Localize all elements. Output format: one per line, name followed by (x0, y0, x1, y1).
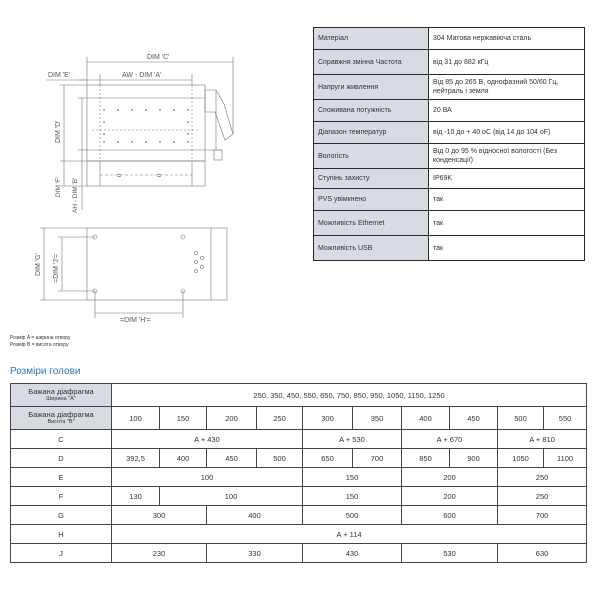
table-row (11, 384, 587, 407)
header-sublabel: Висота "В" (47, 418, 75, 425)
table-cell: 1050 (498, 449, 544, 468)
spec-value: від 31 до 882 кГц (429, 50, 585, 75)
table-cell: 230 (112, 544, 207, 563)
eq-mark-right: = (157, 173, 162, 180)
header-label: Бажана діафрагма (28, 409, 94, 419)
section-title: Розміри голови (10, 366, 81, 377)
ah-dim-b-label: AH - DIM 'B' (72, 177, 79, 213)
dim-c-label: DIM 'C' (147, 54, 170, 61)
header-sublabel: Ширина "А" (46, 395, 76, 402)
table-cell: 400 (160, 449, 207, 468)
spec-row (314, 100, 585, 122)
unit-bottom-view (87, 228, 227, 300)
spec-value: від -10 до + 40 оС (від 14 до 104 оF) (429, 122, 585, 144)
table-cell: 450 (207, 449, 257, 468)
table-row (11, 506, 587, 525)
spec-row (314, 75, 585, 100)
mounting-points (103, 109, 189, 143)
row-label: H (11, 525, 112, 544)
spec-label: Можливість Ethernet (314, 211, 429, 236)
dimension-drawing (0, 0, 310, 330)
table-cell: 600 (402, 506, 498, 525)
table-cell: 150 (303, 468, 402, 487)
unit-top-view (87, 85, 205, 161)
spec-value: так (429, 189, 585, 211)
table-cell: 200 (207, 407, 257, 430)
table-cell: 100 (112, 407, 160, 430)
table-cell: A + 810 (498, 430, 587, 449)
table-cell: 350 (353, 407, 402, 430)
table-cell: 430 (303, 544, 402, 563)
table-cell: 100 (112, 468, 303, 487)
table-row (11, 468, 587, 487)
table-cell: 700 (353, 449, 402, 468)
table-cell: A + 670 (402, 430, 498, 449)
table-cell: 650 (303, 449, 353, 468)
spec-value: 304 Матова нержавіюча сталь (429, 28, 585, 50)
note-line: Розмір A = ширина отвору (10, 335, 71, 341)
table-cell: 850 (402, 449, 450, 468)
table-cell: 530 (402, 544, 498, 563)
row-label: J (11, 544, 112, 563)
spec-row (314, 28, 585, 50)
note-line: Розмір B = висота отвору (10, 342, 69, 348)
table-cell: 250 (498, 487, 587, 506)
spec-row (314, 189, 585, 211)
spec-value: так (429, 236, 585, 261)
spec-label: Вологість (314, 144, 429, 169)
row-label: C (11, 430, 112, 449)
row-label: G (11, 506, 112, 525)
spec-label: PVS увімкнено (314, 189, 429, 211)
table-row (11, 487, 587, 506)
spec-label: Напруги живлення (314, 75, 429, 100)
table-row (11, 430, 587, 449)
table-cell: 130 (112, 487, 160, 506)
row-header (11, 384, 112, 407)
row-label: F (11, 487, 112, 506)
dim-j-label: =DIM 'J'= (53, 253, 60, 283)
spec-label: Можливість USB (314, 236, 429, 261)
table-cell: 500 (303, 506, 402, 525)
table-cell: A + 430 (112, 430, 303, 449)
head-dimensions-table (10, 383, 587, 563)
table-cell: 630 (498, 544, 587, 563)
aw-dim-a-label: AW - DIM 'A' (122, 72, 162, 79)
spec-value: Від 0 до 95 % відносної вологості (Без конденсації) (429, 144, 585, 169)
spec-label: Матеріал (314, 28, 429, 50)
table-cell: 400 (207, 506, 303, 525)
spec-value: IP69K (429, 169, 585, 189)
table-row (11, 449, 587, 468)
spec-label: Споживана потужність (314, 100, 429, 122)
table-cell: 550 (544, 407, 587, 430)
table-cell: 250, 350, 450, 550, 650, 750, 850, 950, 1050, 1150, 1250 (112, 384, 587, 407)
table-row (11, 544, 587, 563)
dim-f-label: DIM 'F' (55, 176, 62, 197)
table-cell: 700 (498, 506, 587, 525)
header-label: Бажана діафрагма (28, 386, 94, 396)
spec-row (314, 211, 585, 236)
table-cell: 250 (257, 407, 303, 430)
table-cell: 250 (498, 468, 587, 487)
table-cell: A + 530 (303, 430, 402, 449)
spec-value: Від 85 до 265 В, однофазний 50/60 Гц, нейтраль і земля (429, 75, 585, 100)
spec-row (314, 169, 585, 189)
eq-mark-left: = (117, 173, 122, 180)
spec-table (313, 27, 585, 261)
table-row (11, 407, 587, 430)
table-row (11, 525, 587, 544)
dim-d-label: DIM 'D' (55, 120, 62, 143)
table-cell: 330 (207, 544, 303, 563)
spec-value: так (429, 211, 585, 236)
dimension-notes (10, 335, 70, 349)
table-cell: 150 (160, 407, 207, 430)
table-cell: 392,5 (112, 449, 160, 468)
table-cell: A + 114 (112, 525, 587, 544)
table-cell: 500 (257, 449, 303, 468)
spec-row (314, 50, 585, 75)
row-label: D (11, 449, 112, 468)
dim-e-label: DIM 'E' (48, 72, 71, 79)
spec-row (314, 122, 585, 144)
spec-row (314, 236, 585, 261)
table-cell: 200 (402, 468, 498, 487)
table-cell: 1100 (544, 449, 587, 468)
table-cell: 300 (112, 506, 207, 525)
spec-label: Діапазон температур (314, 122, 429, 144)
table-cell: 300 (303, 407, 353, 430)
row-header (11, 407, 112, 430)
spec-row (314, 144, 585, 169)
spec-label: Ступінь захисту (314, 169, 429, 189)
table-cell: 150 (303, 487, 402, 506)
table-cell: 200 (402, 487, 498, 506)
table-cell: 400 (402, 407, 450, 430)
table-cell: 450 (450, 407, 498, 430)
spec-value: 20 ВА (429, 100, 585, 122)
table-cell: 100 (160, 487, 303, 506)
row-label: E (11, 468, 112, 487)
table-cell: 900 (450, 449, 498, 468)
spec-label: Справжня змінна Частота (314, 50, 429, 75)
dim-h-label: =DIM 'H'= (120, 317, 151, 324)
dim-g-label: DIM 'G' (35, 253, 42, 276)
table-cell: 500 (498, 407, 544, 430)
